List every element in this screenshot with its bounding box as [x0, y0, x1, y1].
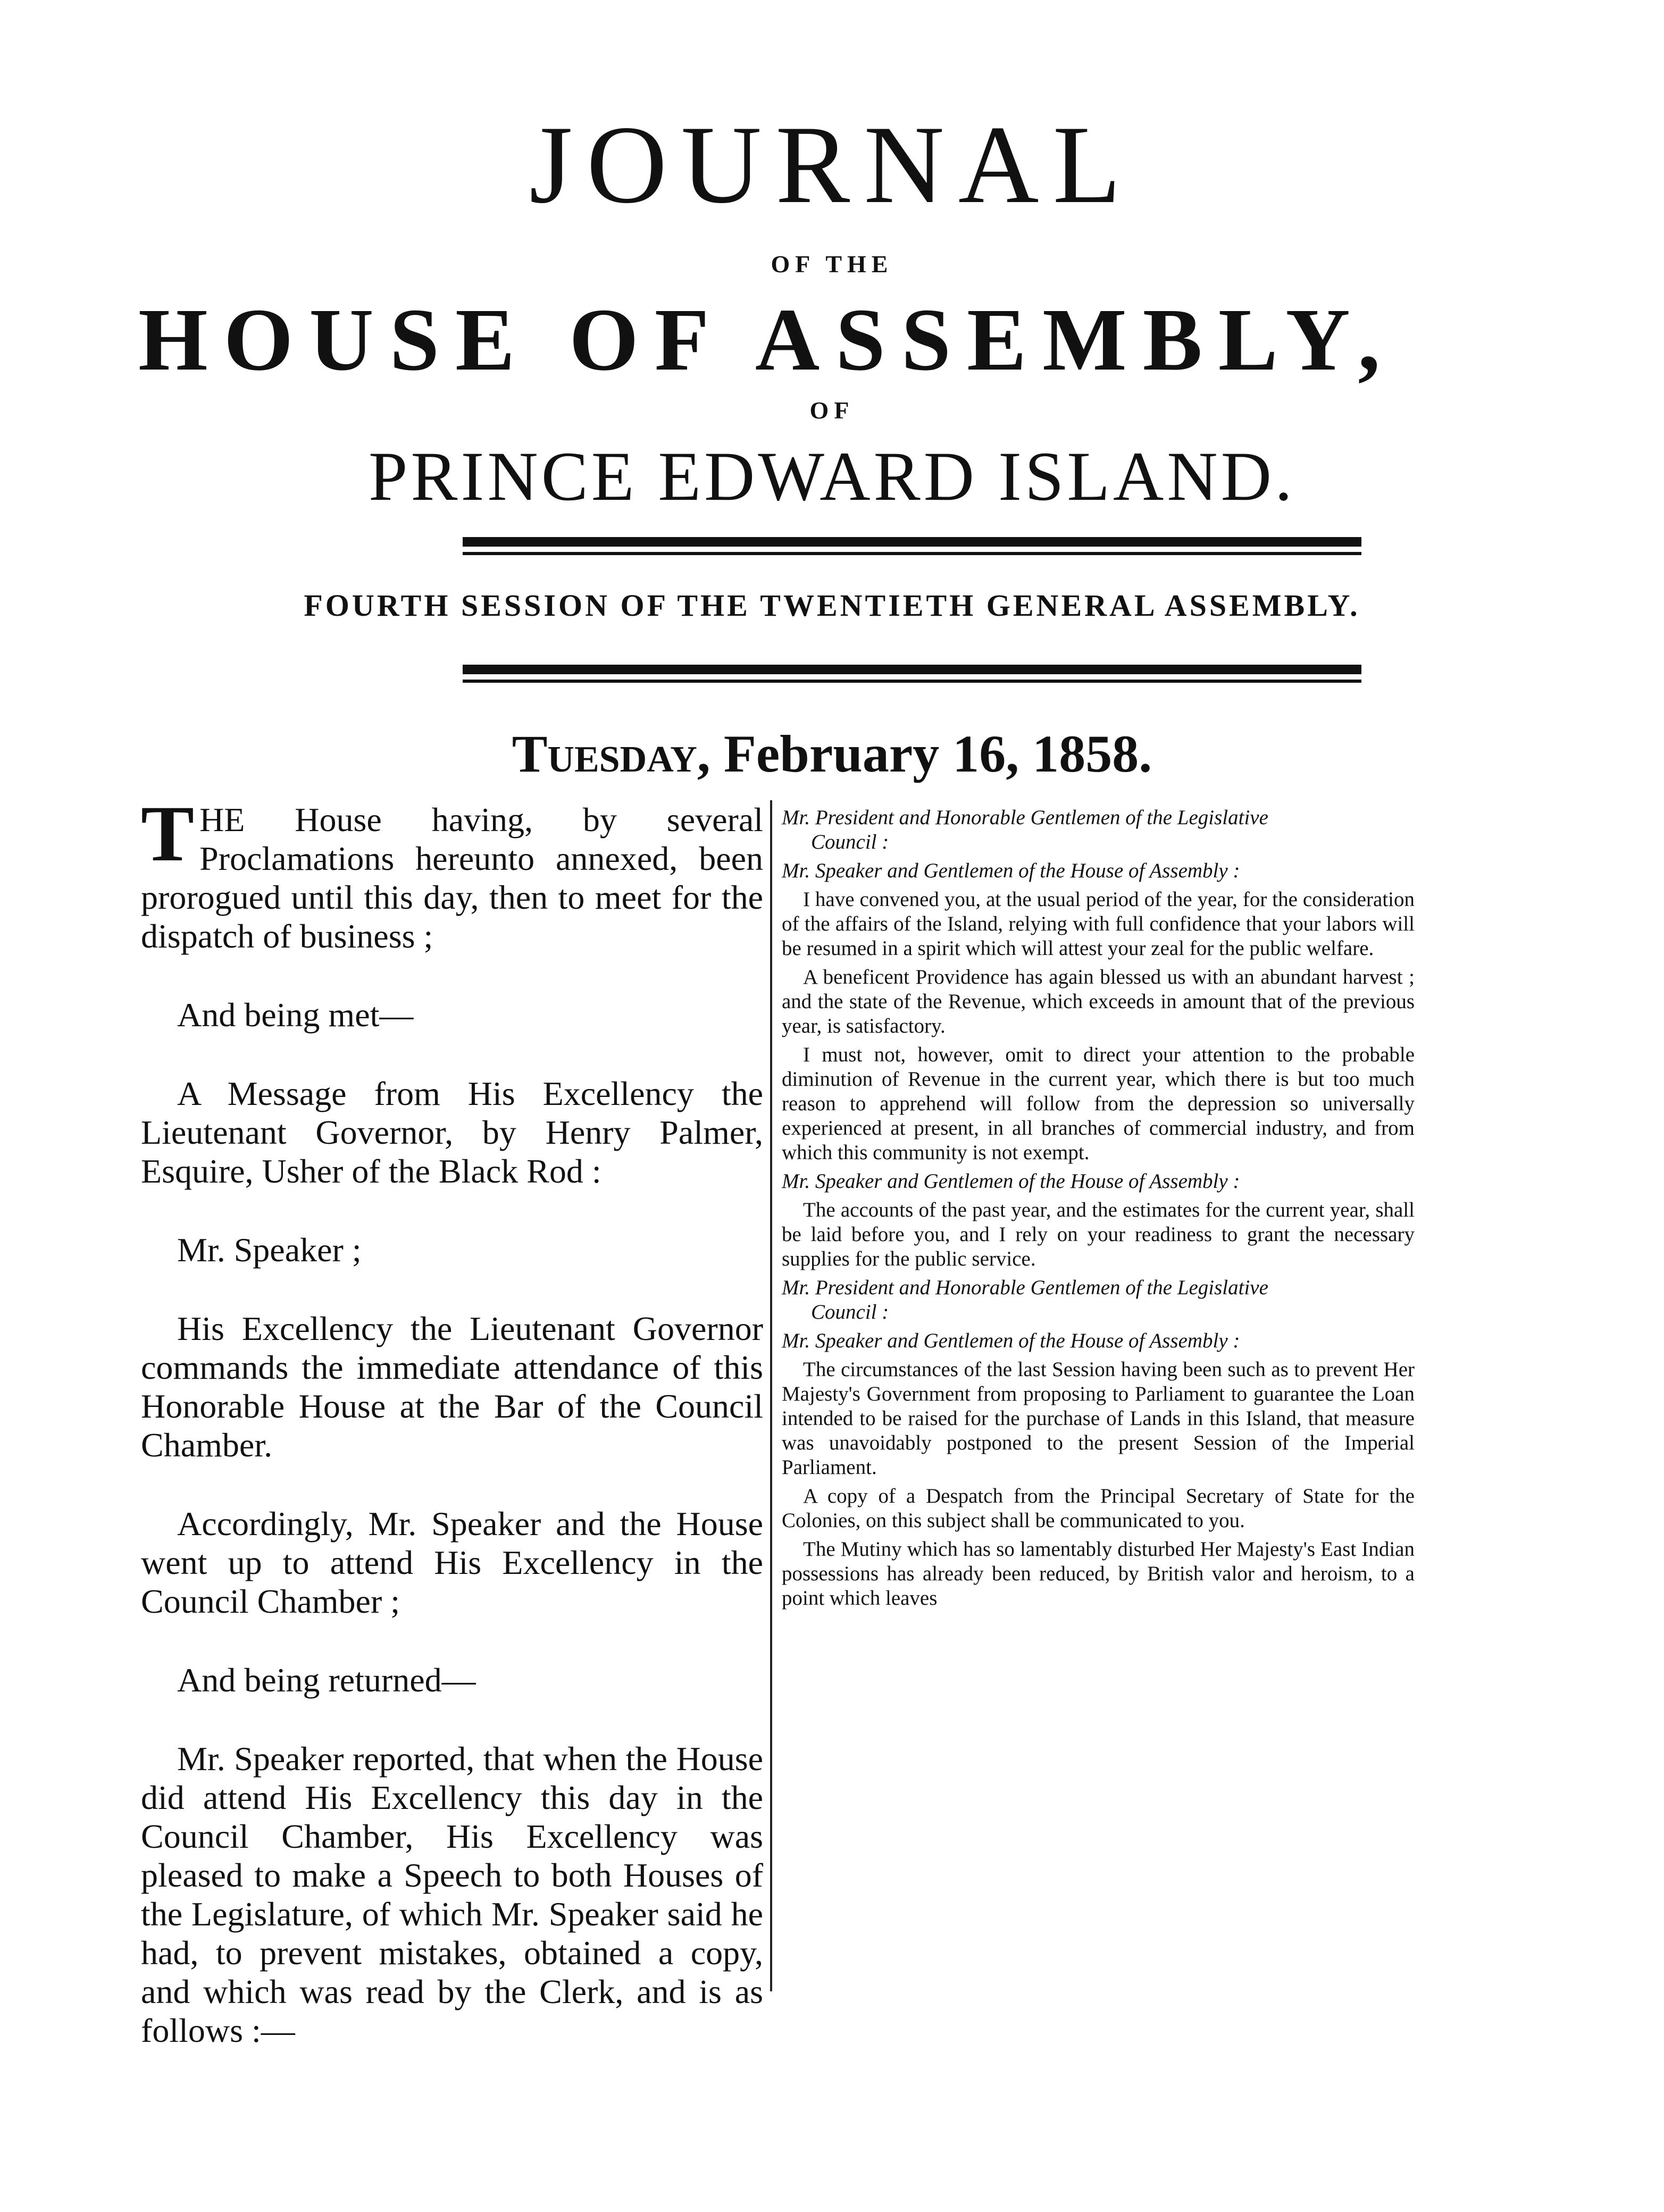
date-day: Tuesday,	[512, 724, 710, 783]
being-met: And being met—	[177, 996, 414, 1034]
address-speaker-2: Mr. Speaker and Gentlemen of the House of Assembly :	[782, 1170, 1240, 1193]
speech-paragraph-7: The Mutiny which has so lamentably disturbed Her Majesty's East Indian possessions has already been reduced, by British valor and heroism, to a point which leaves	[782, 1538, 1415, 1610]
rule-thin	[463, 552, 1361, 555]
journal-title: JOURNAL	[529, 103, 1135, 227]
speech-paragraph-2: A beneficent Providence has again blessed us with an abundant harvest ; and the state of the Revenue, which exceeds in amount that of the previous year, is satisfactory.	[782, 966, 1415, 1037]
date-heading	[0, 723, 1664, 784]
address-president-2-line1: Mr. President and Honorable Gentlemen of the Legislative	[782, 1276, 1268, 1299]
left-column	[141, 790, 763, 2050]
commands-paragraph: His Excellency the Lieutenant Governor commands the immediate attendance of this Honorable House at the Bar of the Council Chamber.	[141, 1310, 763, 1464]
rule-thick	[463, 665, 1361, 674]
house-of-assembly-title: HOUSE OF ASSEMBLY,	[138, 290, 1397, 389]
double-rule-top	[463, 537, 1361, 555]
opening-text: HE House having, by several Proclamations hereunto annexed, been prorogued until this day, then to meet for the dispatch of business ;	[141, 801, 763, 955]
double-rule-bottom	[463, 665, 1361, 683]
address-president-line1: Mr. President and Honorable Gentlemen of the Legislative	[782, 806, 1268, 829]
drop-cap: T	[141, 790, 195, 878]
address-president	[782, 806, 1415, 854]
mr-speaker: Mr. Speaker ;	[177, 1231, 362, 1269]
address-president-2	[782, 1276, 1415, 1325]
address-president-2-line2: Council :	[811, 1301, 889, 1323]
address-speaker-3: Mr. Speaker and Gentlemen of the House of Assembly :	[782, 1329, 1240, 1352]
opening-paragraph	[141, 790, 763, 956]
being-returned: And being returned—	[177, 1661, 476, 1699]
date-rest: February 16, 1858.	[723, 724, 1152, 783]
column-divider	[770, 800, 772, 1991]
of-label: OF	[809, 397, 855, 424]
speech-paragraph-4: The accounts of the past year, and the estimates for the current year, shall be laid before you, and I rely on your readiness to grant the necessary supplies for the public service.	[782, 1199, 1415, 1270]
island-title: PRINCE EDWARD ISLAND.	[369, 437, 1295, 515]
session-heading: FOURTH SESSION OF THE TWENTIETH GENERAL ASSEMBLY.	[304, 588, 1360, 623]
message-paragraph: A Message from His Excellency the Lieutenant Governor, by Henry Palmer, Esquire, Usher of the Black Rod :	[141, 1075, 763, 1190]
accordingly-paragraph: Accordingly, Mr. Speaker and the House went up to attend His Excellency in the Council Chamber ;	[141, 1505, 763, 1620]
rule-thin	[463, 680, 1361, 683]
address-president-line2: Council :	[811, 831, 889, 853]
address-speaker: Mr. Speaker and Gentlemen of the House of Assembly :	[782, 859, 1240, 882]
rule-thick	[463, 537, 1361, 547]
of-the-label: OF THE	[771, 250, 893, 278]
speech-paragraph-1: I have convened you, at the usual period of the year, for the consideration of the affairs of the Island, relying with full confidence that your labors will be resumed in a spirit which will attest your zeal for the public welfare.	[782, 888, 1415, 960]
speaker-reported-paragraph: Mr. Speaker reported, that when the House did attend His Excellency this day in the Council Chamber, His Excellency was pleased to make a Speech to both Houses of the Legislature, of which Mr. Speaker said he had, to prevent mistakes, obtained a copy, and which was read by the Clerk, and is as follows :—	[141, 1740, 763, 2049]
speech-paragraph-3: I must not, however, omit to direct your attention to the probable diminution of Revenue in the current year, which there is but too much reason to apprehend will follow from the depression so universally experienced at present, in all branches of commercial industry, and from which this community is not exempt.	[782, 1043, 1415, 1164]
right-column	[782, 806, 1415, 1615]
speech-paragraph-6: A copy of a Despatch from the Principal Secretary of State for the Colonies, on this subject shall be communicated to you.	[782, 1485, 1415, 1532]
speech-paragraph-5: The circumstances of the last Session having been such as to prevent Her Majesty's Government from proposing to Parliament to guarantee the Loan intended to be raised for the purchase of Lands in this Island, that measure was unavoidably postponed to the present Session of the Imperial Parliament.	[782, 1358, 1415, 1479]
